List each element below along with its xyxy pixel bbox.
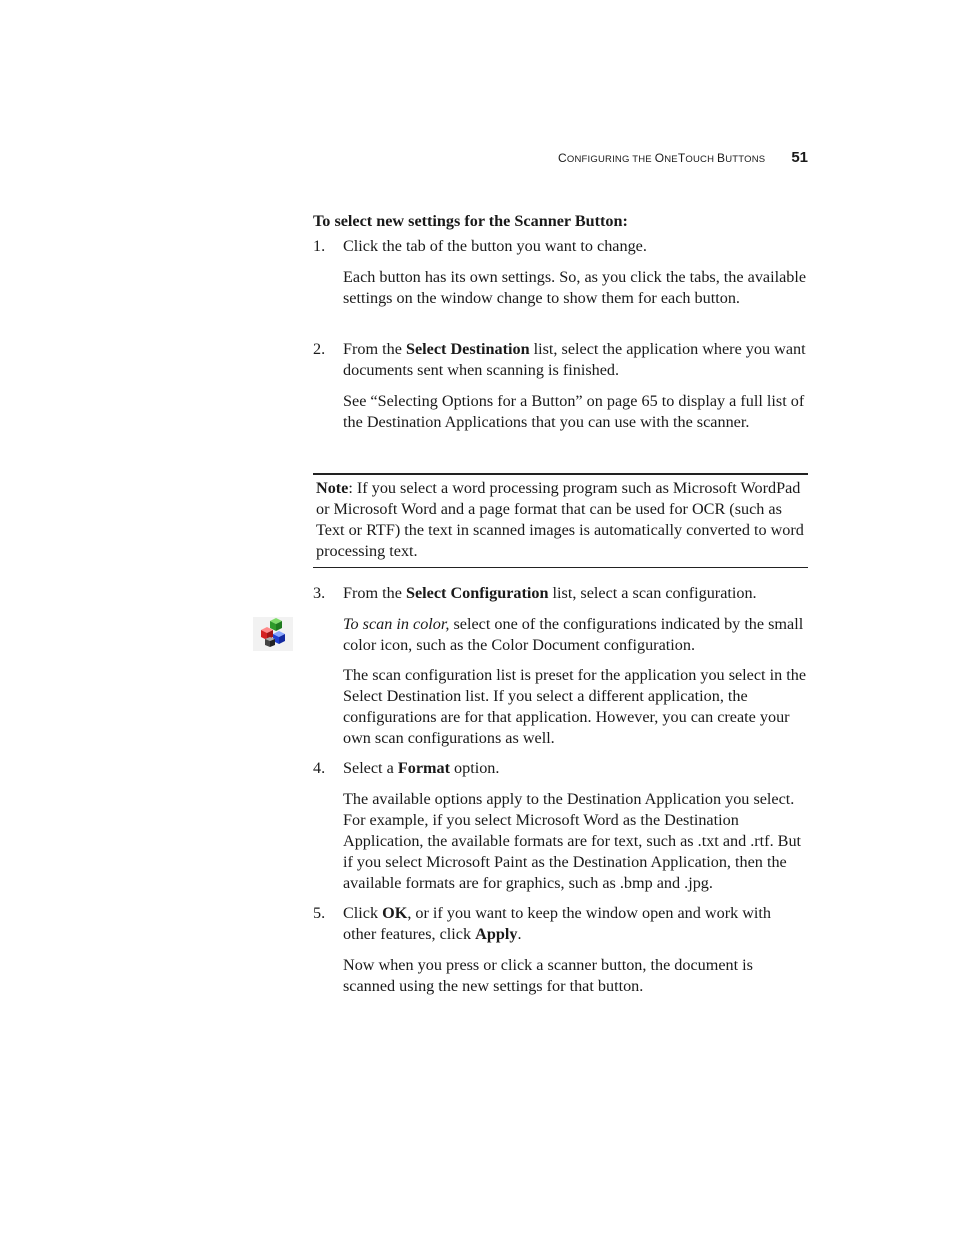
chapter-title: CONFIGURING THE ONETOUCH BUTTONS	[558, 151, 766, 165]
running-header	[420, 147, 808, 170]
step-text: From the Select Configuration list, select a scan configuration.	[343, 584, 757, 602]
step-4	[313, 758, 808, 779]
procedure-heading: To select new settings for the Scanner Button:	[313, 212, 628, 230]
step-number: 2.	[313, 340, 326, 358]
step-text: Select a Format option.	[343, 759, 500, 777]
step-2-description: See “Selecting Options for a Button” on page 65 to display a full list of the Destination Applications that you can use with the scanner.	[343, 392, 805, 431]
color-cubes-icon	[253, 617, 293, 651]
step-1-description: Each button has its own settings. So, as you click the tabs, the available settings on the window change to show them for each button.	[343, 268, 807, 307]
step-text: From the Select Destination list, select the application where you want documents sent when scanning is finished.	[343, 340, 806, 379]
step-5	[313, 903, 808, 945]
step-5-description: Now when you press or click a scanner button, the document is scanned using the new settings for that button.	[343, 956, 753, 995]
step-number: 1.	[313, 237, 326, 255]
step-number: 3.	[313, 584, 326, 602]
page-number: 51	[791, 149, 808, 166]
note-box: Note: If you select a word processing program such as Microsoft WordPad or Microsoft Word and a page format that can be used for OCR (such as Text or RTF) the text in scanned images is automatically converted to word processing text.	[313, 473, 808, 568]
step-number: 5.	[313, 904, 326, 922]
step-4-description: The available options apply to the Destination Application you select. For example, if you select Microsoft Word as the Destination Application, the available formats are for text, such as .txt and .rtf. But if you select Microsoft Paint as the Destination Application, then the available formats are for graphics, such as .bmp and .jpg.	[343, 790, 802, 892]
step-3	[313, 583, 808, 604]
note-text: If you select a word processing program such as Microsoft WordPad or Microsoft Word and a page format that can be used for OCR (such as Text or RTF) the text in scanned images is automatically converted to word processing text.	[316, 479, 804, 560]
step-number: 4.	[313, 759, 326, 777]
step-3-color-description: To scan in color, select one of the configurations indicated by the small color icon, such as the Color Document configuration.	[343, 615, 804, 654]
step-2	[313, 339, 808, 381]
step-3-description: The scan configuration list is preset for the application you select in the Select Destination list. If you select a different application, the configurations are for that application. However, you can create your own scan configurations as well.	[343, 666, 807, 747]
step-1	[313, 236, 808, 257]
note-label: Note	[316, 479, 349, 497]
step-text: Click the tab of the button you want to change.	[343, 237, 647, 255]
step-text: Click OK, or if you want to keep the window open and work with other features, click Apply.	[343, 904, 772, 943]
